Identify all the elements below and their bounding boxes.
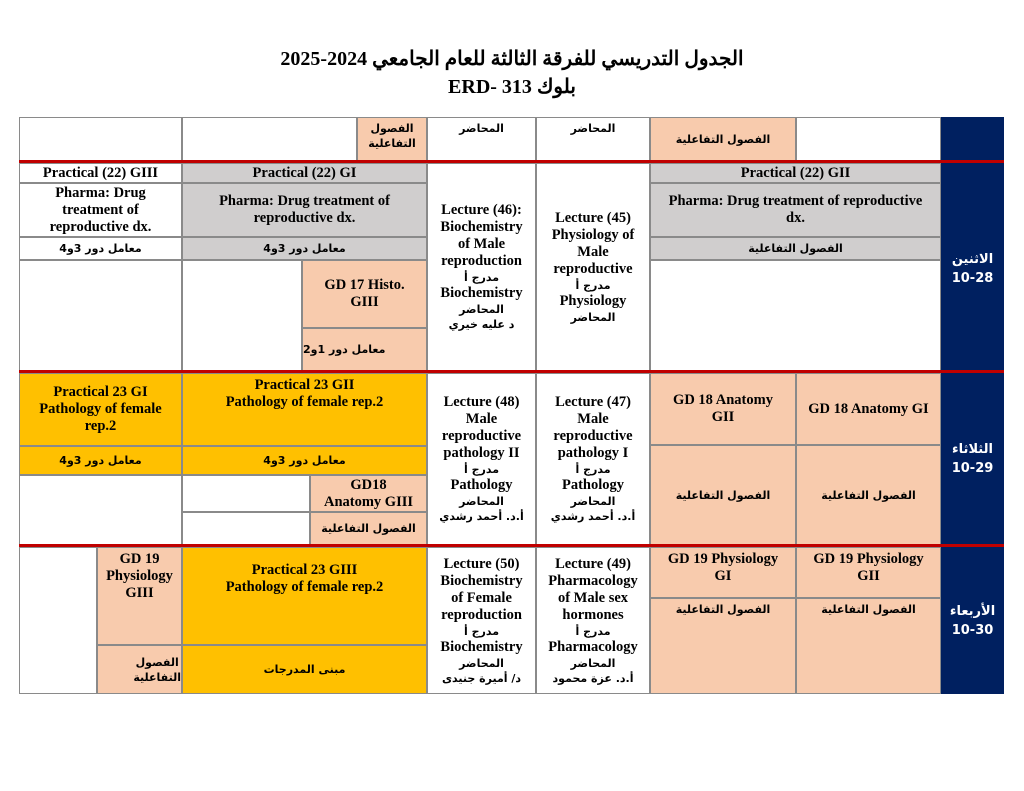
- empty-cell: [182, 117, 357, 161]
- gd18-anatomy-gii-cell: GD 18 Anatomy GII: [650, 373, 796, 445]
- gd19-physiology-gi-cell: GD 19 Physiology GI: [650, 547, 796, 598]
- lecture-49-cell: [536, 547, 650, 694]
- empty-cell: [182, 260, 302, 371]
- lecture-dept: Physiology: [559, 292, 627, 309]
- page-title: الجدول التدريسي للفرقة الثالثة للعام الجامعي 2024-2025: [280, 48, 744, 70]
- interactive-classes-cell: الفصول التفاعلية: [650, 117, 796, 161]
- day-label-monday: الاثنين 10-28: [951, 252, 994, 286]
- lecture-title: Lecture (49) Pharmacology of Male sex hormones: [548, 555, 638, 623]
- practical-23-giii-place: مبنى المدرجات: [182, 645, 427, 694]
- practical-gi-title: Practical (22) GI: [182, 163, 427, 183]
- empty-cell: [796, 117, 941, 161]
- day-separator: [19, 370, 1004, 373]
- practical-giii-subject: Pharma: Drug treatment of reproductive dx.: [19, 183, 182, 237]
- lecture-title: Lecture (45) Physiology of Male reproductive: [551, 209, 635, 277]
- lecturer-label: المحاضر: [459, 495, 504, 508]
- gd17-place: معامل دور 1و2: [302, 328, 427, 371]
- lecture-47-cell: [536, 373, 650, 545]
- lecturer-name: د عليه خيري: [448, 318, 515, 331]
- lecture-title: Lecture (46): Biochemistry of Male reproduction: [440, 202, 523, 269]
- empty-cell: [182, 512, 310, 545]
- lecture-title: Lecture (48) Male reproductive pathology II: [441, 394, 522, 461]
- lecturer-name: أ.د. عزة محمود: [552, 671, 634, 685]
- gd18-anatomy-giii-place: الفصول التفاعلية: [310, 512, 427, 545]
- lecture-dept: Pathology: [561, 477, 625, 493]
- empty-cell: [19, 475, 182, 545]
- lecturer-label: المحاضر: [570, 495, 616, 508]
- lecturer-name: أ.د. أحمد رشدي: [439, 510, 524, 523]
- gd18-anatomy-gi-place: الفصول التفاعلية: [796, 445, 941, 545]
- lecture-dept: Pharmacology: [548, 638, 638, 655]
- lecture-hall: مدرج أ: [575, 278, 611, 292]
- gd18-anatomy-gii-place: الفصول التفاعلية: [650, 445, 796, 545]
- lecture-title: Lecture (47) Male reproductive pathology I: [553, 394, 633, 461]
- lecture-dept: Biochemistry: [440, 638, 523, 655]
- empty-cell: [19, 117, 182, 161]
- practical-gii-title: Practical (22) GII: [650, 163, 941, 183]
- gd18-anatomy-giii-cell: GD18 Anatomy GIII: [310, 475, 427, 512]
- lecturer-label: المحاضر: [570, 310, 616, 324]
- lecture-dept: Pathology: [450, 477, 513, 493]
- gd19-physiology-gii-place: الفصول التفاعلية: [796, 598, 941, 694]
- day-label-tuesday: الثلاثاء 10-29: [951, 442, 994, 476]
- lecture-hall: مدرج أ: [575, 624, 611, 638]
- day-separator: [19, 544, 1004, 547]
- practical-giii-place: معامل دور 3و4: [19, 237, 182, 260]
- gd18-anatomy-gi-cell: GD 18 Anatomy GI: [796, 373, 941, 445]
- practical-23-gii-cell: Practical 23 GII Pathology of female rep.2: [182, 373, 427, 446]
- gd19-physiology-giii-place: الفصول التفاعلية: [97, 645, 182, 694]
- lecturer-name: أ.د. أحمد رشدي: [550, 510, 636, 523]
- lecture-dept: Biochemistry: [440, 285, 523, 301]
- page-subtitle: بلوك ERD- 313: [448, 76, 576, 98]
- lecture-45-cell: [536, 163, 650, 371]
- lecturer-cell: المحاضر: [427, 117, 536, 161]
- lecture-48-cell: [427, 373, 536, 545]
- lecture-hall: مدرج أ: [463, 463, 500, 476]
- practical-gii-place: الفصول التفاعلية: [650, 237, 941, 260]
- empty-cell: [19, 260, 182, 371]
- gd19-physiology-giii-cell: GD 19 Physiology GIII: [97, 547, 182, 645]
- practical-gii-subject: Pharma: Drug treatment of reproductive dx.: [650, 183, 941, 237]
- lecturer-cell: المحاضر: [536, 117, 650, 161]
- lecture-title: Lecture (50) Biochemistry of Female reproduction: [440, 555, 523, 623]
- practical-giii-title: Practical (22) GIII: [19, 163, 182, 183]
- lecturer-label: المحاضر: [459, 303, 504, 316]
- practical-23-gii-place: معامل دور 3و4: [182, 446, 427, 475]
- interactive-classes-cell: الفصول التفاعلية: [357, 117, 427, 161]
- empty-cell: [650, 260, 941, 371]
- lecture-50-cell: [427, 547, 536, 694]
- empty-cell: [182, 475, 310, 512]
- gd17-histo-cell: GD 17 Histo. GIII: [302, 260, 427, 328]
- practical-gi-subject: Pharma: Drug treatment of reproductive dx.: [182, 183, 427, 237]
- practical-gi-place: معامل دور 3و4: [182, 237, 427, 260]
- lecture-hall: مدرج أ: [575, 463, 611, 476]
- practical-23-gi-cell: Practical 23 GI Pathology of female rep.2: [19, 373, 182, 446]
- practical-23-giii-cell: Practical 23 GIII Pathology of female rep.2: [182, 547, 427, 645]
- lecture-hall: مدرج أ: [463, 624, 500, 638]
- lecture-hall: مدرج أ: [463, 271, 500, 284]
- lecturer-name: د/ أميرة جنيدى: [441, 671, 522, 685]
- day-label-wednesday: الأربعاء 10-30: [949, 604, 996, 638]
- practical-23-gi-place: معامل دور 3و4: [19, 446, 182, 475]
- gd19-physiology-gii-cell: GD 19 Physiology GII: [796, 547, 941, 598]
- day-separator: [19, 160, 1004, 163]
- lecturer-label: المحاضر: [459, 656, 504, 670]
- lecturer-label: المحاضر: [570, 656, 616, 670]
- gd19-physiology-gi-place: الفصول التفاعلية: [650, 598, 796, 694]
- empty-cell: [19, 547, 97, 694]
- lecture-46-cell: [427, 163, 536, 371]
